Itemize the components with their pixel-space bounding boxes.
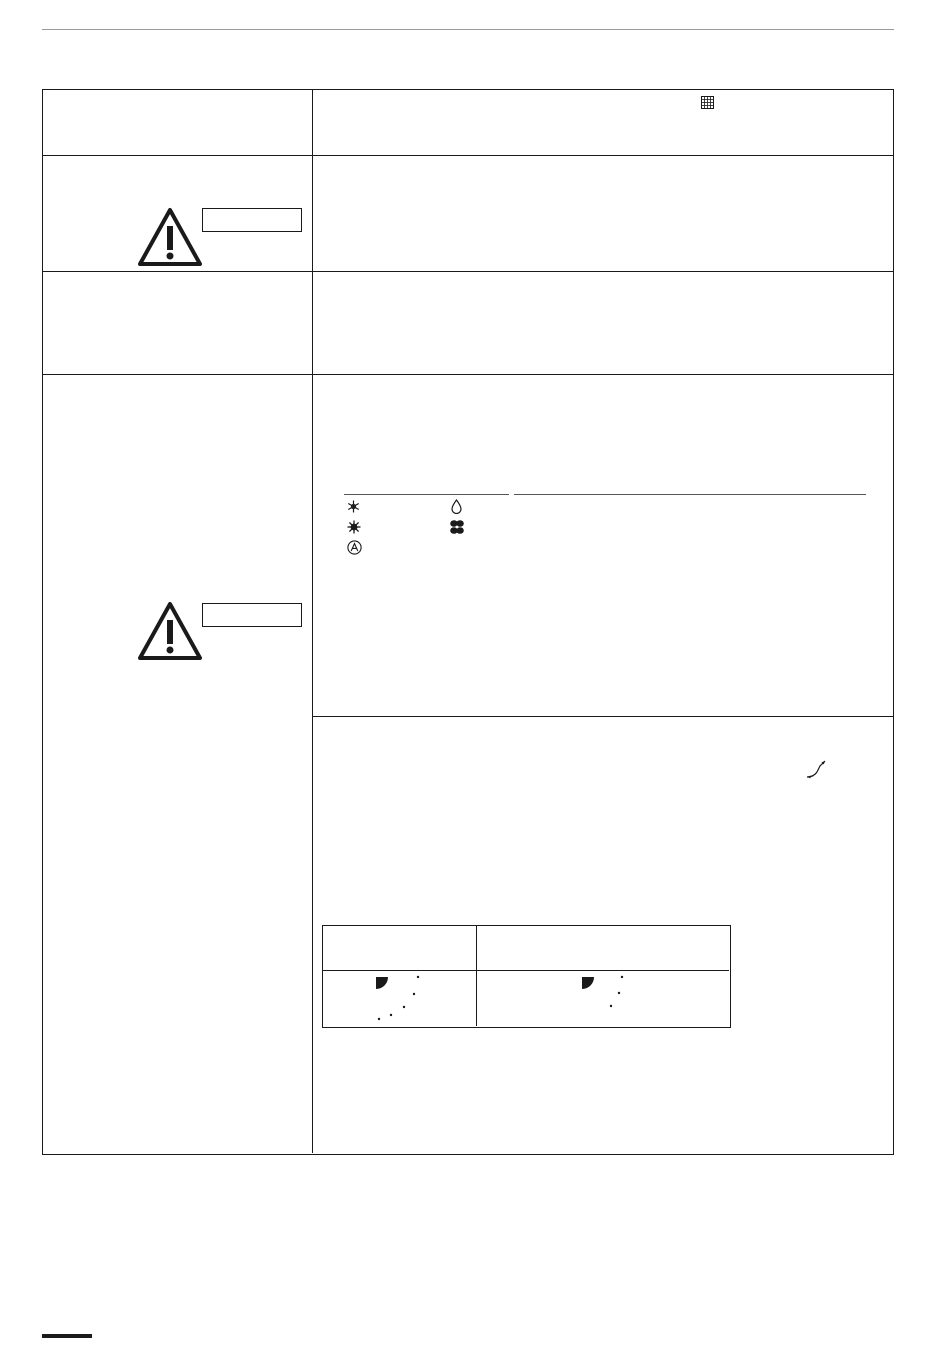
top-rule — [42, 29, 894, 30]
caution-label-box — [202, 603, 302, 627]
filter-grid-icon — [701, 96, 714, 114]
column-divider — [312, 90, 313, 1153]
row-divider-1 — [43, 155, 893, 156]
warning-triangle-icon — [136, 600, 204, 667]
mode-table-rule-left — [344, 494, 509, 495]
dry-drop-icon — [451, 499, 462, 519]
row-divider-3 — [43, 374, 893, 375]
caution-label-box — [202, 208, 302, 232]
cool-snowflake-icon — [347, 500, 360, 518]
louver-table-divider — [476, 926, 477, 1026]
row-divider-4 — [313, 716, 893, 717]
heat-sun-icon — [347, 520, 361, 539]
airflow-arrow-icon — [806, 760, 828, 785]
louver-swing-icon-a — [374, 974, 428, 1029]
warning-triangle-icon — [136, 206, 204, 273]
page-number-bar — [42, 1334, 92, 1338]
fan-icon — [449, 519, 465, 540]
mode-table-rule-right — [514, 494, 866, 495]
auto-a-icon — [347, 540, 362, 560]
louver-table-header-rule — [323, 970, 729, 971]
louver-swing-icon-b — [580, 974, 630, 1019]
